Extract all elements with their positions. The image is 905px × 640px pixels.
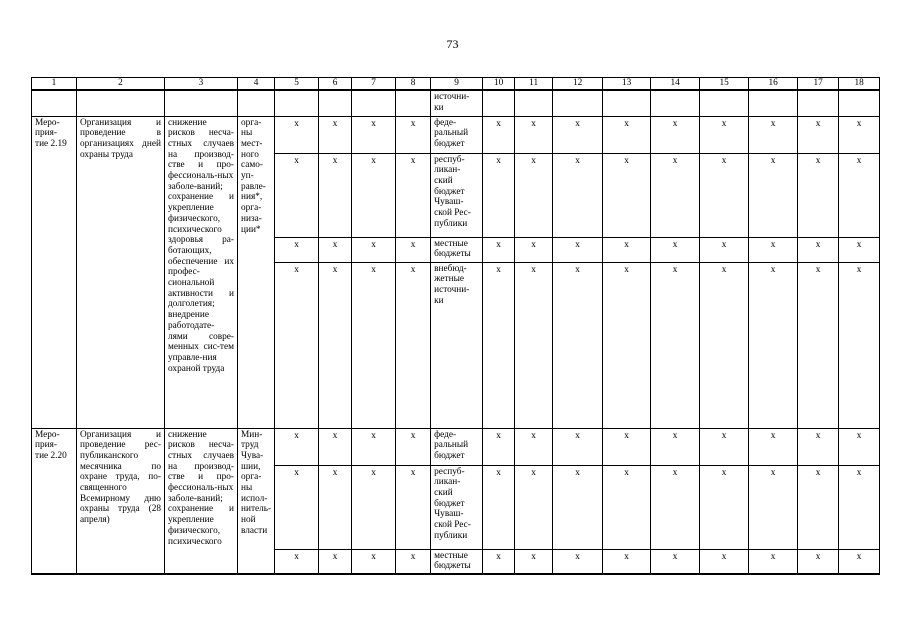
x-mark-cell: x [651,465,700,549]
table-cell [515,90,553,116]
x-mark-cell: x [700,262,749,428]
x-mark-cell: x [651,153,700,237]
activity-id-cell: Меро- прия- тие 2.20 [32,428,77,574]
x-mark-cell: x [483,153,515,237]
x-mark-cell: x [515,465,553,549]
funding-source-cell: респуб- ликан- ский бюджет Чуваш- ской Рес- публики [431,153,483,237]
x-mark-cell: x [352,116,396,153]
column-number-header: 2 [77,78,165,91]
x-mark-cell: x [603,262,651,428]
x-mark-cell: x [651,116,700,153]
x-mark-cell: x [603,116,651,153]
column-number-header: 14 [651,78,700,91]
x-mark-cell: x [798,237,839,262]
x-mark-cell: x [839,237,880,262]
activity-name-cell: Организация и проведение рес-публиканского месячника по охране труда, по-священного Всемирному дню охраны труда (28 апреля) [77,428,165,574]
x-mark-cell: x [352,237,396,262]
x-mark-cell: x [798,465,839,549]
x-mark-cell: x [700,465,749,549]
funding-source-cell: феде- ральный бюджет [431,116,483,153]
x-mark-cell: x [352,428,396,465]
column-number-header: 9 [431,78,483,91]
program-activities-table [31,77,880,575]
activity-executor-cell: орга- ны мест- ного само- уп- равле- ния*, орга- низа- ции* [238,116,275,428]
x-mark-cell: x [749,465,798,549]
x-mark-cell: x [553,153,603,237]
table-cell [352,90,396,116]
x-mark-cell: x [749,549,798,574]
continuation-row [32,90,880,116]
x-mark-cell: x [798,549,839,574]
x-mark-cell: x [483,465,515,549]
x-mark-cell: x [396,153,431,237]
x-mark-cell: x [483,262,515,428]
column-number-header: 5 [275,78,319,91]
page-number: 73 [446,37,459,51]
activity-row [32,428,880,465]
x-mark-cell: x [352,465,396,549]
x-mark-cell: x [553,116,603,153]
column-number-header: 3 [165,78,238,91]
x-mark-cell: x [749,153,798,237]
x-mark-cell: x [553,262,603,428]
activity-row [32,116,880,153]
x-mark-cell: x [319,237,352,262]
x-mark-cell: x [798,262,839,428]
x-mark-cell: x [553,465,603,549]
x-mark-cell: x [483,116,515,153]
x-mark-cell: x [700,153,749,237]
column-number-header: 1 [32,78,77,91]
x-mark-cell: x [651,237,700,262]
column-number-header: 6 [319,78,352,91]
table-cell [483,90,515,116]
x-mark-cell: x [483,237,515,262]
x-mark-cell: x [275,465,319,549]
x-mark-cell: x [319,153,352,237]
table-cell [396,90,431,116]
x-mark-cell: x [749,237,798,262]
x-mark-cell: x [396,465,431,549]
x-mark-cell: x [352,262,396,428]
x-mark-cell: x [603,428,651,465]
source-cell: источни- ки [431,90,483,116]
x-mark-cell: x [319,262,352,428]
x-mark-cell: x [275,549,319,574]
x-mark-cell: x [603,237,651,262]
x-mark-cell: x [396,116,431,153]
x-mark-cell: x [483,428,515,465]
column-number-header: 10 [483,78,515,91]
x-mark-cell: x [275,237,319,262]
x-mark-cell: x [515,549,553,574]
x-mark-cell: x [515,262,553,428]
activity-goal-cell: снижение рисков несча-стных случаев на производ-стве и про-фессиональ-ных заболе-ваний; сохранение и укрепление физического, психического [165,428,238,574]
x-mark-cell: x [839,428,880,465]
x-mark-cell: x [651,549,700,574]
table-cell [77,90,165,116]
table-cell [319,90,352,116]
x-mark-cell: x [515,116,553,153]
x-mark-cell: x [515,428,553,465]
funding-source-cell: феде- ральный бюджет [431,428,483,465]
x-mark-cell: x [275,262,319,428]
column-number-header: 11 [515,78,553,91]
x-mark-cell: x [352,153,396,237]
x-mark-cell: x [483,549,515,574]
funding-source-cell: местные бюджеты [431,549,483,574]
x-mark-cell: x [798,428,839,465]
x-mark-cell: x [749,428,798,465]
x-mark-cell: x [749,262,798,428]
table-cell [603,90,651,116]
x-mark-cell: x [319,549,352,574]
x-mark-cell: x [553,237,603,262]
x-mark-cell: x [396,237,431,262]
x-mark-cell: x [603,153,651,237]
x-mark-cell: x [651,428,700,465]
header-row [32,78,880,91]
x-mark-cell: x [319,465,352,549]
x-mark-cell: x [839,262,880,428]
x-mark-cell: x [275,153,319,237]
column-number-header: 12 [553,78,603,91]
activity-name-cell: Организация и проведение в организациях дней охраны труда [77,116,165,428]
x-mark-cell: x [515,237,553,262]
table-cell [651,90,700,116]
column-number-header: 7 [352,78,396,91]
x-mark-cell: x [700,549,749,574]
x-mark-cell: x [553,549,603,574]
column-number-header: 13 [603,78,651,91]
table-cell [553,90,603,116]
column-number-header: 16 [749,78,798,91]
table-cell [839,90,880,116]
x-mark-cell: x [275,116,319,153]
x-mark-cell: x [798,153,839,237]
x-mark-cell: x [700,237,749,262]
x-mark-cell: x [396,428,431,465]
table-cell [275,90,319,116]
funding-source-cell: внебюд- жетные источни- ки [431,262,483,428]
x-mark-cell: x [839,465,880,549]
activity-goal-cell: снижение рисков несча-стных случаев на производ-стве и про-фессиональ-ных заболе-ваний; сохранение и укрепление физического, психического здоровья ра-ботающих, обеспечение их профес-сиональной активности и долголетия; внедрение работодате-лями совре-менных сис-тем управле-ния охраной труда [165,116,238,428]
table-cell [32,90,77,116]
x-mark-cell: x [651,262,700,428]
column-number-header: 15 [700,78,749,91]
column-number-header: 17 [798,78,839,91]
activity-id-cell: Меро- прия- тие 2.19 [32,116,77,428]
funding-source-cell: местные бюджеты [431,237,483,262]
x-mark-cell: x [839,116,880,153]
x-mark-cell: x [319,116,352,153]
column-number-header: 18 [839,78,880,91]
x-mark-cell: x [700,428,749,465]
x-mark-cell: x [798,116,839,153]
x-mark-cell: x [839,153,880,237]
x-mark-cell: x [515,153,553,237]
x-mark-cell: x [396,549,431,574]
funding-source-cell: респуб- ликан- ский бюджет Чуваш- ской Рес- публики [431,465,483,549]
x-mark-cell: x [319,428,352,465]
column-number-header: 8 [396,78,431,91]
table-cell [165,90,238,116]
table-cell [749,90,798,116]
x-mark-cell: x [352,549,396,574]
column-number-header: 4 [238,78,275,91]
x-mark-cell: x [603,465,651,549]
activity-executor-cell: Мин- труд Чува- шии, орга- ны испол- нитель- ной власти [238,428,275,574]
table-cell [700,90,749,116]
x-mark-cell: x [553,428,603,465]
table-cell [798,90,839,116]
x-mark-cell: x [275,428,319,465]
x-mark-cell: x [839,549,880,574]
x-mark-cell: x [603,549,651,574]
x-mark-cell: x [749,116,798,153]
table-cell [238,90,275,116]
table-body [32,78,880,575]
x-mark-cell: x [700,116,749,153]
x-mark-cell: x [396,262,431,428]
